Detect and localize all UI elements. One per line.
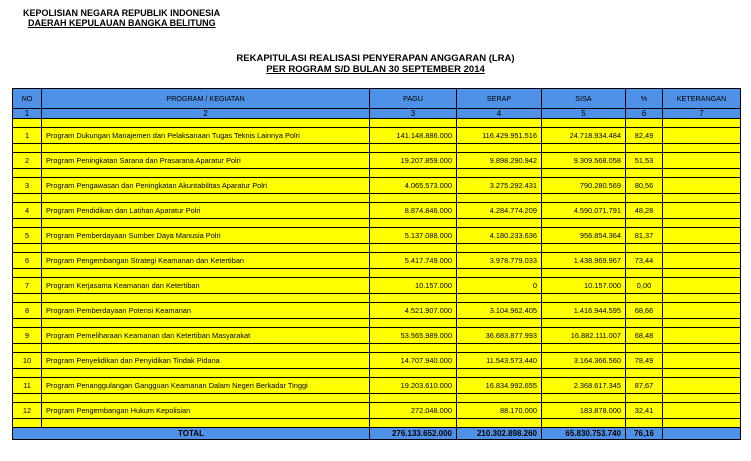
- row-keterangan: [663, 228, 741, 244]
- table-row: [13, 253, 741, 269]
- spacer-cell: [42, 144, 370, 153]
- spacer-cell: [42, 269, 370, 278]
- spacer-cell: [13, 419, 42, 428]
- col-header-serap: SERAP: [457, 89, 542, 109]
- spacer-cell: [626, 144, 663, 153]
- row-serap: 0: [457, 278, 542, 294]
- spacer-cell: [542, 244, 626, 253]
- row-no: 11: [13, 378, 42, 394]
- row-program: Program Penanggulangan Gangguan Keamanan Dalam Negeri Berkadar Tinggi: [42, 378, 370, 394]
- spacer-row: [13, 119, 741, 128]
- spacer-cell: [370, 169, 457, 178]
- row-serap: 9.898.290.942: [457, 153, 542, 169]
- org-name: KEPOLISIAN NEGARA REPUBLIK INDONESIA: [23, 8, 221, 18]
- spacer-cell: [370, 419, 457, 428]
- row-percent: 87,67: [626, 378, 663, 394]
- spacer-cell: [663, 219, 741, 228]
- total-label: TOTAL: [13, 428, 370, 440]
- row-serap: 16.834.992.655: [457, 378, 542, 394]
- spacer-cell: [626, 344, 663, 353]
- row-pagu: 5.137.088.000: [370, 228, 457, 244]
- row-program: Program Peningkatan Sarana dan Prasarana Aparatur Polri: [42, 153, 370, 169]
- row-no: 5: [13, 228, 42, 244]
- row-keterangan: [663, 178, 741, 194]
- spacer-cell: [457, 144, 542, 153]
- spacer-cell: [542, 319, 626, 328]
- spacer-cell: [626, 169, 663, 178]
- spacer-cell: [663, 394, 741, 403]
- row-program: Program Kerjasama Keamanan dan Ketertiban: [42, 278, 370, 294]
- spacer-cell: [13, 194, 42, 203]
- spacer-cell: [663, 169, 741, 178]
- spacer-cell: [370, 369, 457, 378]
- spacer-cell: [370, 269, 457, 278]
- spacer-cell: [663, 144, 741, 153]
- spacer-cell: [42, 219, 370, 228]
- total-percent: 76,16: [626, 428, 663, 440]
- row-keterangan: [663, 403, 741, 419]
- table-row: [13, 153, 741, 169]
- table-row: [13, 178, 741, 194]
- spacer-row: [13, 369, 741, 378]
- spacer-cell: [457, 194, 542, 203]
- row-serap: 3.978.779.033: [457, 253, 542, 269]
- row-keterangan: [663, 278, 741, 294]
- row-percent: 73,44: [626, 253, 663, 269]
- spacer-cell: [457, 294, 542, 303]
- row-sisa: 16.882.111.007: [542, 328, 626, 344]
- total-keterangan: [663, 428, 741, 440]
- row-sisa: 956.854.364: [542, 228, 626, 244]
- row-program: Program Pemberdayaan Sumber Daya Manusia Polri: [42, 228, 370, 244]
- spacer-row: [13, 219, 741, 228]
- row-sisa: 1.416.944.595: [542, 303, 626, 319]
- row-percent: 68,66: [626, 303, 663, 319]
- spacer-cell: [457, 344, 542, 353]
- spacer-cell: [626, 394, 663, 403]
- spacer-cell: [42, 369, 370, 378]
- spacer-cell: [370, 244, 457, 253]
- spacer-cell: [626, 419, 663, 428]
- row-pagu: 19.207.859.000: [370, 153, 457, 169]
- row-percent: 78,49: [626, 353, 663, 369]
- row-no: 4: [13, 203, 42, 219]
- spacer-cell: [626, 244, 663, 253]
- spacer-cell: [370, 319, 457, 328]
- row-no: 8: [13, 303, 42, 319]
- row-serap: 4.284.774.209: [457, 203, 542, 219]
- spacer-row: [13, 169, 741, 178]
- spacer-cell: [626, 269, 663, 278]
- spacer-cell: [13, 244, 42, 253]
- table-row: [13, 328, 741, 344]
- row-percent: 0,00: [626, 278, 663, 294]
- spacer-cell: [457, 419, 542, 428]
- row-pagu: 4.065.573.000: [370, 178, 457, 194]
- spacer-cell: [457, 169, 542, 178]
- spacer-row: [13, 344, 741, 353]
- spacer-cell: [663, 319, 741, 328]
- col-number: 6: [626, 109, 663, 119]
- row-keterangan: [663, 153, 741, 169]
- table-row: [13, 203, 741, 219]
- spacer-cell: [542, 219, 626, 228]
- table-row: [13, 228, 741, 244]
- spacer-cell: [457, 219, 542, 228]
- table-row: [13, 278, 741, 294]
- row-keterangan: [663, 203, 741, 219]
- row-no: 1: [13, 128, 42, 144]
- col-number: 3: [370, 109, 457, 119]
- col-header-no: NO: [13, 89, 42, 109]
- row-pagu: 272.048.000: [370, 403, 457, 419]
- row-no: 9: [13, 328, 42, 344]
- total-pagu: 276.133.652.000: [370, 428, 457, 440]
- spacer-cell: [626, 319, 663, 328]
- spacer-cell: [42, 419, 370, 428]
- spacer-cell: [42, 194, 370, 203]
- row-sisa: 3.164.366.560: [542, 353, 626, 369]
- row-no: 6: [13, 253, 42, 269]
- spacer-cell: [13, 119, 42, 128]
- row-program: Program Pengawasan dan Peningkatan Akuntabilitas Aparatur Polri: [42, 178, 370, 194]
- row-sisa: 10.157.000: [542, 278, 626, 294]
- spacer-cell: [370, 219, 457, 228]
- spacer-cell: [13, 319, 42, 328]
- row-serap: 36.683.877.993: [457, 328, 542, 344]
- spacer-cell: [370, 394, 457, 403]
- spacer-row: [13, 269, 741, 278]
- spacer-cell: [542, 419, 626, 428]
- budget-table: [12, 88, 741, 440]
- spacer-cell: [626, 369, 663, 378]
- spacer-cell: [542, 344, 626, 353]
- table-row: [13, 353, 741, 369]
- spacer-cell: [542, 194, 626, 203]
- spacer-cell: [13, 269, 42, 278]
- row-sisa: 24.718.934.484: [542, 128, 626, 144]
- row-program: Program Dukungan Manajemen dan Pelaksanaan Tugas Teknis Lainnya Polri: [42, 128, 370, 144]
- spacer-row: [13, 319, 741, 328]
- row-program: Program Pendidikan dan Latihan Aparatur Polri: [42, 203, 370, 219]
- row-sisa: 790.280.569: [542, 178, 626, 194]
- spacer-cell: [663, 194, 741, 203]
- table-row: [13, 128, 741, 144]
- col-header-keterangan: KETERANGAN: [663, 89, 741, 109]
- col-header-program: PROGRAM / KEGIATAN: [42, 89, 370, 109]
- row-keterangan: [663, 328, 741, 344]
- spacer-row: [13, 144, 741, 153]
- spacer-cell: [370, 344, 457, 353]
- col-number: 4: [457, 109, 542, 119]
- spacer-cell: [13, 219, 42, 228]
- spacer-row: [13, 419, 741, 428]
- spacer-cell: [42, 319, 370, 328]
- row-pagu: 53.565.989.000: [370, 328, 457, 344]
- spacer-row: [13, 244, 741, 253]
- row-no: 3: [13, 178, 42, 194]
- column-number-row: [13, 109, 741, 119]
- row-keterangan: [663, 253, 741, 269]
- spacer-cell: [542, 119, 626, 128]
- row-program: Program Pengembangan Hukum Kepolisian: [42, 403, 370, 419]
- col-header-pagu: PAGU: [370, 89, 457, 109]
- table-row: [13, 303, 741, 319]
- row-program: Program Pengembangan Strategi Keamanan dan Ketertiban: [42, 253, 370, 269]
- spacer-cell: [663, 119, 741, 128]
- spacer-cell: [457, 244, 542, 253]
- row-sisa: 4.590.071.791: [542, 203, 626, 219]
- row-program: Program Pemeliharaan Keamanan dan Ketertiban Masyarakat: [42, 328, 370, 344]
- spacer-cell: [370, 119, 457, 128]
- col-header-sisa: SISA: [542, 89, 626, 109]
- col-number: 2: [42, 109, 370, 119]
- row-sisa: 9.309.568.058: [542, 153, 626, 169]
- row-sisa: 2.368.617.345: [542, 378, 626, 394]
- spacer-cell: [457, 269, 542, 278]
- col-header-percent: %: [626, 89, 663, 109]
- spacer-cell: [42, 244, 370, 253]
- spacer-cell: [542, 394, 626, 403]
- row-no: 2: [13, 153, 42, 169]
- spacer-cell: [542, 294, 626, 303]
- column-header-row: [13, 89, 741, 109]
- row-serap: 3.275.292.431: [457, 178, 542, 194]
- row-keterangan: [663, 303, 741, 319]
- row-keterangan: [663, 378, 741, 394]
- spacer-cell: [42, 119, 370, 128]
- total-row: [13, 428, 741, 440]
- row-pagu: 19.203.610.000: [370, 378, 457, 394]
- spacer-cell: [542, 269, 626, 278]
- spacer-cell: [13, 294, 42, 303]
- spacer-cell: [663, 244, 741, 253]
- row-pagu: 14.707.940.000: [370, 353, 457, 369]
- row-serap: 3.104.962.405: [457, 303, 542, 319]
- row-percent: 82,49: [626, 128, 663, 144]
- row-percent: 81,37: [626, 228, 663, 244]
- row-program: Program Penyelidikan dan Penyidikan Tindak Pidana: [42, 353, 370, 369]
- table-row: [13, 403, 741, 419]
- spacer-cell: [370, 294, 457, 303]
- spacer-cell: [42, 294, 370, 303]
- row-serap: 88.170.000: [457, 403, 542, 419]
- report-title: REKAPITULASI REALISASI PENYERAPAN ANGGARAN (LRA): [236, 53, 515, 64]
- spacer-cell: [663, 294, 741, 303]
- spacer-cell: [542, 144, 626, 153]
- report-subtitle: PER ROGRAM S/D BULAN 30 SEPTEMBER 2014: [266, 64, 485, 75]
- spacer-cell: [663, 344, 741, 353]
- total-sisa: 65.830.753.740: [542, 428, 626, 440]
- row-serap: 11.543.573.440: [457, 353, 542, 369]
- spacer-cell: [663, 419, 741, 428]
- spacer-cell: [13, 394, 42, 403]
- spacer-cell: [626, 219, 663, 228]
- spacer-cell: [626, 194, 663, 203]
- spacer-cell: [663, 369, 741, 378]
- row-no: 12: [13, 403, 42, 419]
- row-serap: 4.180.233.636: [457, 228, 542, 244]
- spacer-row: [13, 394, 741, 403]
- spacer-cell: [42, 169, 370, 178]
- col-number: 7: [663, 109, 741, 119]
- row-pagu: 5.417.749.000: [370, 253, 457, 269]
- spacer-cell: [457, 394, 542, 403]
- spacer-cell: [626, 119, 663, 128]
- spacer-cell: [457, 119, 542, 128]
- row-program: Program Pemberdayaan Potensi Keamanan: [42, 303, 370, 319]
- spacer-cell: [42, 344, 370, 353]
- spacer-cell: [457, 319, 542, 328]
- row-serap: 116.429.951.516: [457, 128, 542, 144]
- spacer-row: [13, 294, 741, 303]
- row-sisa: 183.878.000: [542, 403, 626, 419]
- row-percent: 80,56: [626, 178, 663, 194]
- spacer-cell: [542, 369, 626, 378]
- row-keterangan: [663, 128, 741, 144]
- spacer-cell: [542, 169, 626, 178]
- spacer-cell: [370, 144, 457, 153]
- col-number: 5: [542, 109, 626, 119]
- col-number: 1: [13, 109, 42, 119]
- row-sisa: 1.438.969.967: [542, 253, 626, 269]
- org-region: DAERAH KEPULAUAN BANGKA BELITUNG: [28, 18, 216, 28]
- spacer-cell: [457, 369, 542, 378]
- row-percent: 48,28: [626, 203, 663, 219]
- row-no: 7: [13, 278, 42, 294]
- spacer-cell: [370, 194, 457, 203]
- row-no: 10: [13, 353, 42, 369]
- row-percent: 51,53: [626, 153, 663, 169]
- spacer-cell: [13, 344, 42, 353]
- spacer-cell: [663, 269, 741, 278]
- spacer-cell: [626, 294, 663, 303]
- spacer-row: [13, 194, 741, 203]
- row-pagu: 8.874.846.000: [370, 203, 457, 219]
- table-row: [13, 378, 741, 394]
- spacer-cell: [13, 144, 42, 153]
- row-keterangan: [663, 353, 741, 369]
- row-pagu: 4.521.907.000: [370, 303, 457, 319]
- row-pagu: 141.148.886.000: [370, 128, 457, 144]
- spacer-cell: [13, 369, 42, 378]
- spacer-cell: [42, 394, 370, 403]
- row-percent: 32,41: [626, 403, 663, 419]
- spacer-cell: [13, 169, 42, 178]
- total-serap: 210.302.898.260: [457, 428, 542, 440]
- row-percent: 68,48: [626, 328, 663, 344]
- row-pagu: 10.157.000: [370, 278, 457, 294]
